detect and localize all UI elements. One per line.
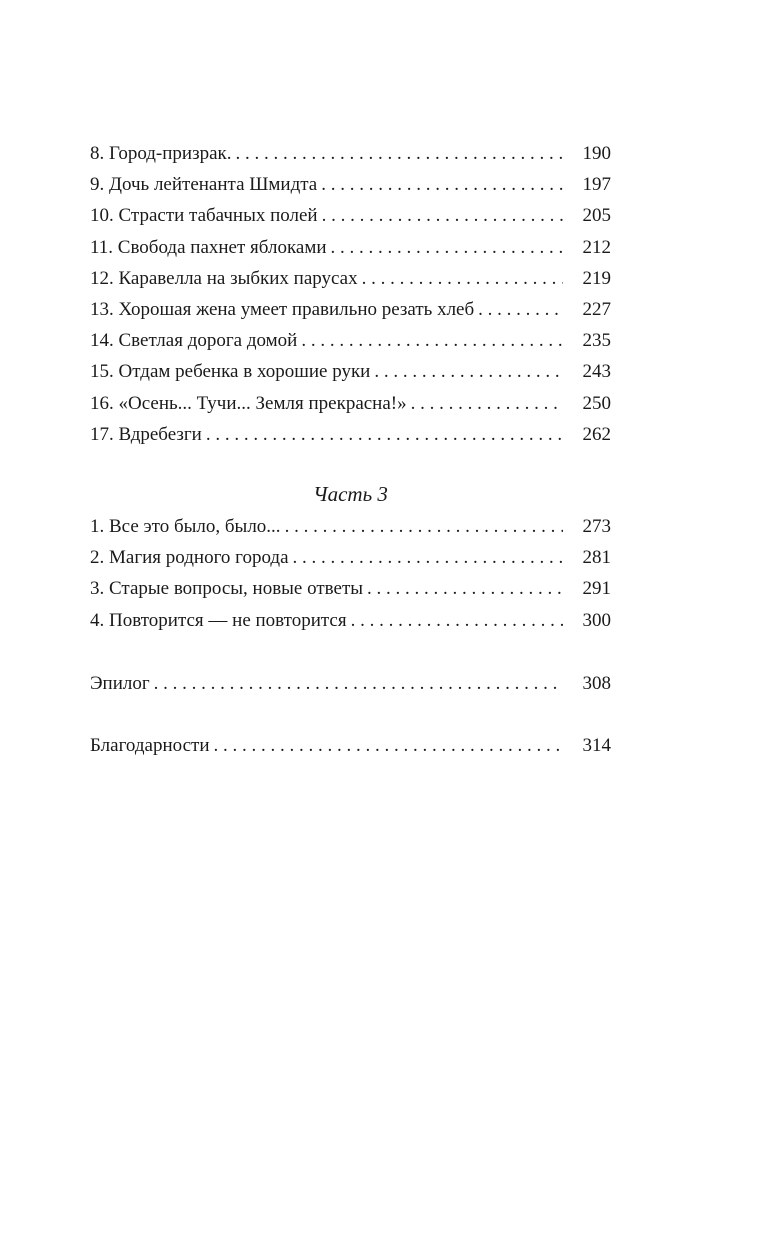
dot-leader	[374, 358, 563, 386]
toc-entry-title: 15. Отдам ребенка в хорошие руки	[90, 361, 371, 383]
toc-entry-epilogue[interactable]	[90, 670, 611, 701]
toc-entry-title: 11. Свобода пахнет яблоками	[90, 236, 327, 258]
toc-entry-page: 314	[582, 735, 611, 756]
dot-leader	[322, 202, 563, 230]
toc-entry-page: 308	[582, 673, 611, 694]
part-3-heading: Часть 3	[313, 482, 388, 506]
toc-epilogue	[90, 670, 611, 701]
toc-entry-page: 235	[582, 330, 611, 352]
toc-part-3-list	[90, 513, 611, 638]
toc-entry-page: 219	[582, 267, 611, 289]
toc-entry-title: 8. Город-призрак.	[90, 143, 232, 164]
toc-entry-title: 9. Дочь лейтенанта Шмидта	[90, 174, 318, 196]
dot-leader	[478, 296, 563, 324]
toc-entry[interactable]	[90, 607, 611, 638]
toc-entry-page: 281	[582, 547, 611, 569]
dot-leader	[293, 544, 563, 572]
dot-leader	[367, 575, 563, 603]
dot-leader	[206, 421, 563, 449]
toc-entry-title: 10. Страсти табачных полей	[90, 205, 318, 227]
toc-entry-title: 16. «Осень... Тучи... Земля прекрасна!»	[90, 392, 407, 414]
toc-entry[interactable]	[90, 575, 611, 606]
toc-entry-title: 1. Все это было, было...	[90, 516, 281, 537]
toc-entry[interactable]	[90, 140, 611, 171]
toc-entry[interactable]	[90, 544, 611, 575]
dot-leader	[321, 171, 563, 199]
toc-entry-page: 250	[582, 392, 611, 414]
toc-entry-page: 227	[582, 298, 611, 320]
toc-entry[interactable]	[90, 358, 611, 389]
dot-leader	[411, 390, 563, 418]
toc-entry-title: 14. Светлая дорога домой	[90, 330, 298, 352]
toc-entry-page: 190	[582, 143, 611, 164]
dot-leader	[351, 607, 563, 635]
dot-leader	[214, 732, 564, 760]
toc-entry-page: 243	[582, 361, 611, 383]
toc-entry[interactable]	[90, 513, 611, 544]
toc-entry-title: 3. Старые вопросы, новые ответы	[90, 578, 364, 600]
toc-entry-title: 13. Хорошая жена умеет правильно резать хлеб	[90, 298, 475, 320]
toc-entry[interactable]	[90, 327, 611, 358]
toc-acknowledgements	[90, 732, 611, 763]
toc-entry-title: Эпилог	[90, 673, 150, 694]
toc-entry-title: 17. Вдребезги	[90, 423, 202, 445]
toc-entry-page: 291	[582, 578, 611, 600]
toc-entry[interactable]	[90, 390, 611, 421]
toc-entry-page: 262	[582, 423, 611, 445]
toc-entry-page: 300	[582, 609, 611, 631]
toc-entry[interactable]	[90, 296, 611, 327]
toc-entry-page: 273	[582, 516, 611, 537]
toc-entry-title: 2. Магия родного города	[90, 547, 289, 569]
toc-entry-title: Благодарности	[90, 735, 210, 756]
toc-entry-title: 12. Каравелла на зыбких парусах	[90, 267, 358, 289]
toc-entry[interactable]	[90, 202, 611, 233]
toc-entry[interactable]	[90, 421, 611, 452]
toc-entry[interactable]	[90, 234, 611, 265]
dot-leader	[362, 265, 563, 293]
dot-leader	[331, 234, 563, 262]
toc-entry-page: 197	[582, 174, 611, 196]
toc-entry[interactable]	[90, 171, 611, 202]
toc-entry[interactable]	[90, 265, 611, 296]
dot-leader	[154, 670, 563, 698]
toc-entry-page: 205	[582, 205, 611, 227]
dot-leader	[301, 327, 563, 355]
dot-leader	[285, 513, 563, 541]
toc-entry-page: 212	[582, 236, 611, 258]
toc-entry-acknowledgements[interactable]	[90, 732, 611, 763]
toc-entry-title: 4. Повторится — не повторится	[90, 609, 347, 631]
dot-leader	[236, 140, 563, 168]
toc-part-2-list	[90, 140, 611, 452]
